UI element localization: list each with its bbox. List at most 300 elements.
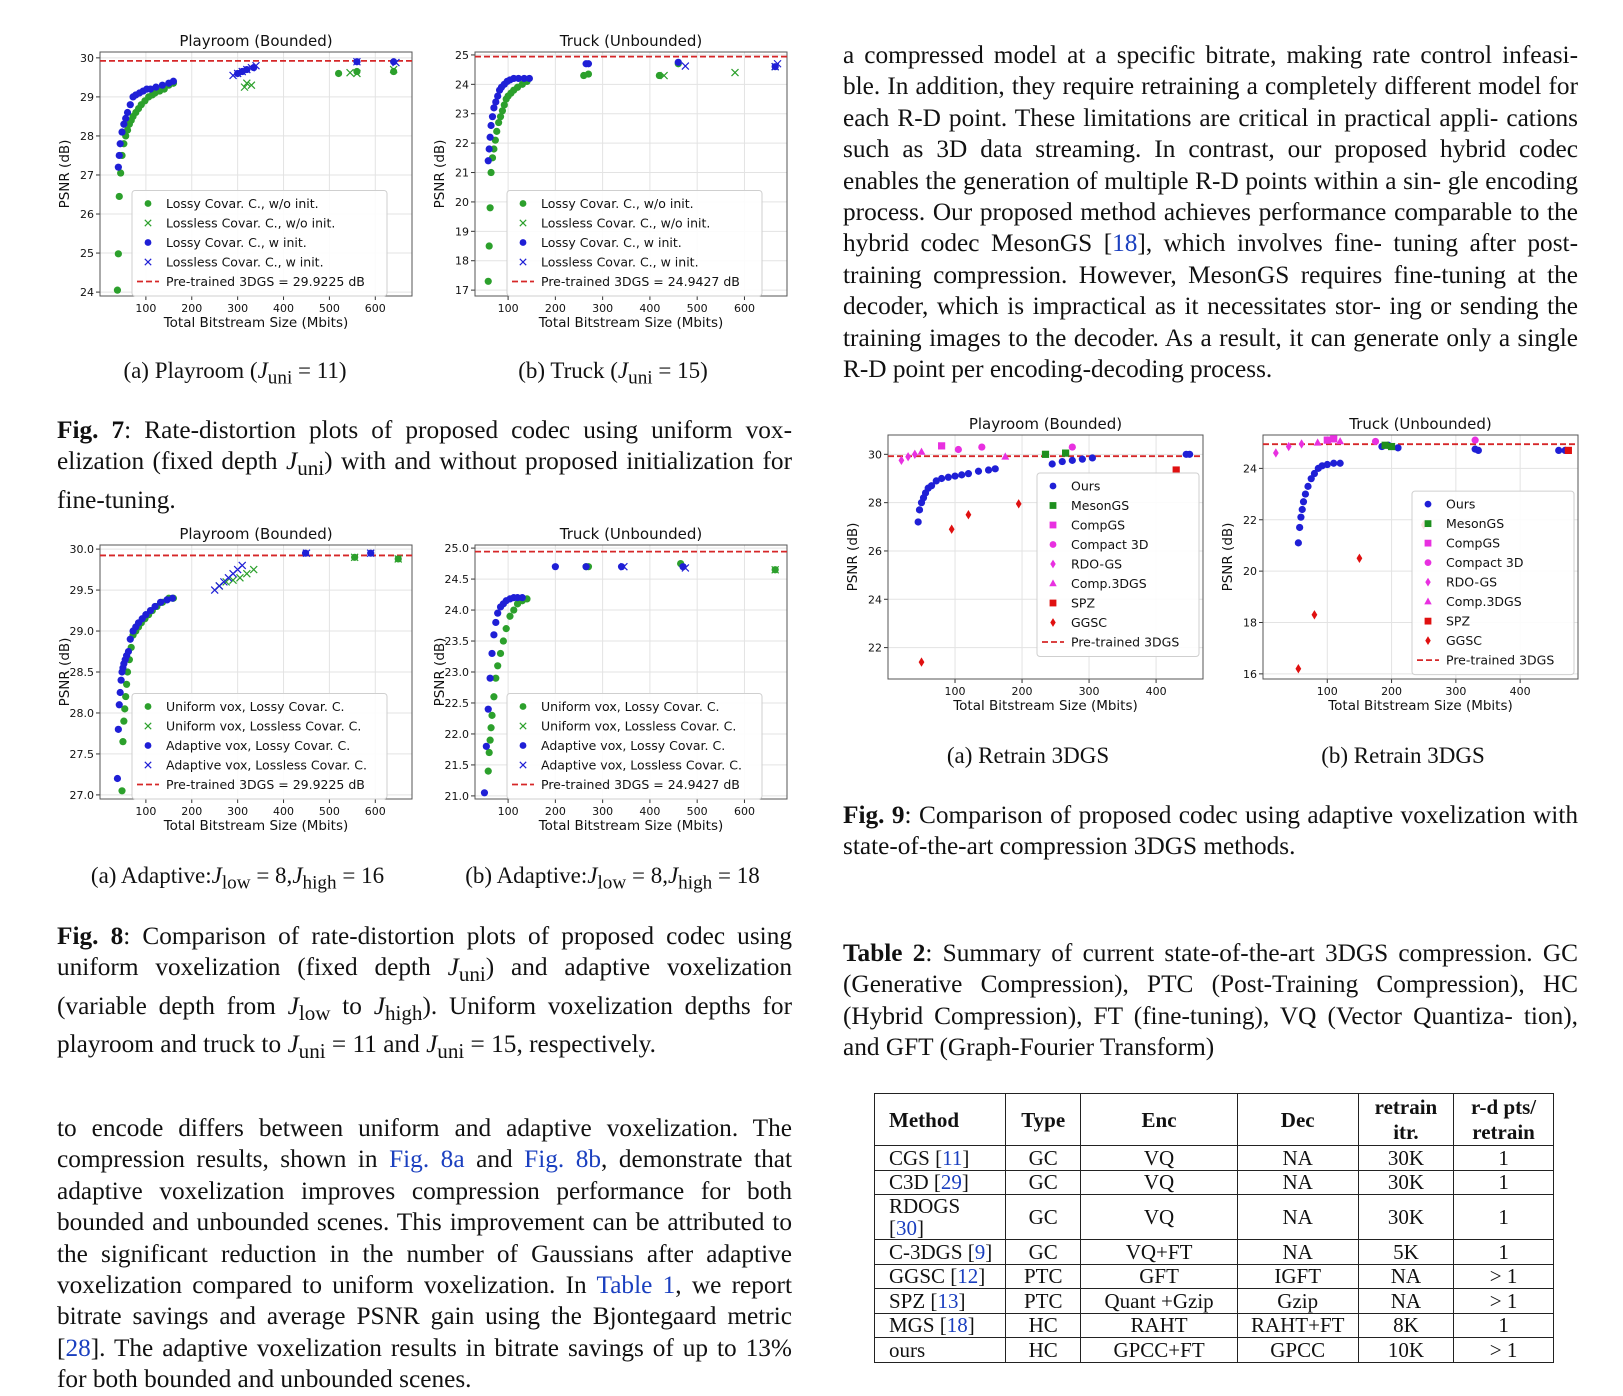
table-cell: GPCC+FT xyxy=(1081,1338,1237,1363)
data-point xyxy=(485,706,492,713)
x-tick-label: 600 xyxy=(364,302,386,315)
legend-label: Pre-trained 3DGS xyxy=(1446,652,1555,668)
y-tick-label: 23.0 xyxy=(444,666,469,679)
legend-marker xyxy=(145,200,152,207)
table-row xyxy=(875,1170,1554,1195)
legend-label: GGSC xyxy=(1446,633,1483,649)
y-axis-label: PSNR (dB) xyxy=(432,139,448,209)
table-cell: GPCC xyxy=(1237,1338,1358,1363)
data-point xyxy=(481,789,488,796)
table-cell: GGSC [12] xyxy=(875,1264,1006,1289)
data-point xyxy=(1337,460,1344,467)
x-tick-label: 100 xyxy=(497,302,519,315)
y-tick-label: 25.0 xyxy=(444,542,469,556)
legend-label: Adaptive vox, Lossy Covar. C. xyxy=(166,738,351,753)
data-point xyxy=(992,465,999,472)
data-point xyxy=(125,648,132,655)
x-tick-label: 500 xyxy=(318,805,340,818)
data-point xyxy=(1069,443,1076,450)
y-tick-label: 29 xyxy=(80,90,94,104)
data-point xyxy=(118,128,125,135)
data-point xyxy=(347,69,354,76)
data-point xyxy=(1372,438,1379,445)
legend-label: Pre-trained 3DGS = 29.9225 dB xyxy=(166,777,365,792)
legend-marker xyxy=(1425,559,1432,566)
data-point xyxy=(1299,439,1305,448)
data-point xyxy=(118,677,125,684)
table-ref-link[interactable]: 18 xyxy=(946,1313,968,1338)
table-cell: 30K xyxy=(1358,1195,1453,1240)
table-cell: VQ xyxy=(1081,1170,1237,1195)
fig9-caption-label: Fig. 9 xyxy=(843,801,905,829)
y-tick-label: 24 xyxy=(868,593,882,607)
chart-title: Playroom (Bounded) xyxy=(179,32,333,50)
y-tick-label: 28.0 xyxy=(69,706,94,720)
body-text-part: , we report bitrate savings and average PSNR gain using the Bjontegaard metric [ xyxy=(57,1271,792,1362)
table-cell: Gzip xyxy=(1237,1289,1358,1314)
data-point xyxy=(485,278,492,285)
data-point xyxy=(487,204,494,211)
legend-label: RDO-GS xyxy=(1071,556,1123,572)
legend-label: Lossless Covar. C., w/o init. xyxy=(166,215,336,231)
data-point xyxy=(483,743,490,750)
legend-label: Uniform vox, Lossy Covar. C. xyxy=(166,699,345,714)
legend-label: Ours xyxy=(1071,478,1101,494)
data-point xyxy=(487,169,494,176)
data-point xyxy=(1314,438,1322,445)
x-tick-label: 200 xyxy=(1011,685,1033,698)
x-tick-label: 400 xyxy=(273,302,295,315)
data-point xyxy=(1296,524,1303,531)
left-body-text xyxy=(57,1113,792,1396)
data-point xyxy=(114,287,121,294)
x-tick-label: 500 xyxy=(318,302,340,315)
table-cell: NA xyxy=(1237,1195,1358,1240)
table-cell: RAHT+FT xyxy=(1237,1313,1358,1338)
y-tick-label: 17 xyxy=(455,284,469,298)
y-axis-label: PSNR (dB) xyxy=(845,522,861,592)
x-tick-label: 200 xyxy=(181,302,203,315)
fig7b-subcaption: (b) Truck $(J_{uni} = 15)$ xyxy=(518,358,708,389)
y-tick-label: 27 xyxy=(80,168,94,182)
table-row xyxy=(875,1313,1554,1338)
table-cell: VQ xyxy=(1081,1195,1237,1240)
table-cell: NA xyxy=(1237,1146,1358,1171)
legend-label: GGSC xyxy=(1071,615,1108,630)
data-point xyxy=(1042,451,1049,458)
legend-label: Lossy Covar. C., w init. xyxy=(541,235,682,250)
table-cell: HC xyxy=(1005,1313,1081,1338)
body-text-part: and xyxy=(464,1145,525,1174)
table-ref-link[interactable]: 9 xyxy=(974,1239,986,1264)
y-tick-label: 21 xyxy=(455,166,469,180)
legend-label: Compact 3D xyxy=(1071,537,1149,552)
data-point xyxy=(1382,442,1389,449)
y-tick-label: 24.0 xyxy=(444,604,469,618)
table-cell: > 1 xyxy=(1454,1264,1554,1289)
data-point xyxy=(486,145,493,152)
y-axis-label: PSNR (dB) xyxy=(432,637,448,707)
legend-label: Pre-trained 3DGS xyxy=(1071,634,1180,650)
data-point xyxy=(1472,437,1479,444)
fig9a-chart xyxy=(843,413,1211,725)
table-cell: 5K xyxy=(1358,1240,1453,1265)
legend-label: RDO-GS xyxy=(1446,574,1498,590)
legend-marker xyxy=(145,742,152,749)
data-point xyxy=(114,775,121,782)
y-tick-label: 22.5 xyxy=(444,696,469,710)
data-point xyxy=(985,466,992,473)
data-point xyxy=(117,689,124,696)
legend-marker xyxy=(1425,520,1432,527)
table-cell: 30K xyxy=(1358,1170,1453,1195)
x-tick-label: 100 xyxy=(944,685,966,698)
data-point xyxy=(955,446,962,453)
table-cell: > 1 xyxy=(1454,1289,1554,1314)
table-cell: GFT xyxy=(1081,1264,1237,1289)
data-point xyxy=(169,595,176,602)
legend-label: Uniform vox, Lossless Covar. C. xyxy=(541,718,737,734)
y-tick-label: 26 xyxy=(868,544,882,558)
data-point xyxy=(115,250,122,257)
legend-label: Pre-trained 3DGS = 29.9225 dB xyxy=(166,274,365,289)
data-point xyxy=(510,606,517,613)
table-ref-link[interactable]: 11 xyxy=(942,1145,963,1170)
y-tick-label: 18 xyxy=(1243,616,1257,630)
data-point xyxy=(116,701,123,708)
table-cell: GC xyxy=(1005,1240,1081,1265)
data-point xyxy=(1089,454,1096,461)
data-point xyxy=(170,78,177,85)
y-tick-label: 21.0 xyxy=(444,789,469,803)
data-point xyxy=(486,242,493,249)
y-tick-label: 27.0 xyxy=(69,788,94,802)
fig8a-subcaption: (a) $Adaptive:J_{low} = 8,J_{high} = 16$ xyxy=(90,863,385,894)
y-tick-label: 22.0 xyxy=(444,727,469,741)
table2 xyxy=(874,1093,1554,1363)
data-point xyxy=(951,472,958,479)
data-point xyxy=(494,610,501,617)
table-row xyxy=(875,1146,1554,1171)
table2-caption: Table 2: Summary of current state-of-the-art 3DGS compression. GC (Generative Compression), PTC (Post-Training Compression), HC (Hybrid Compression), FT (fine-tuning), VQ (Vector Quantiza- tion), and GFT (Graph-Fourier Transform) xyxy=(843,939,1578,1062)
table-cell: NA xyxy=(1237,1170,1358,1195)
data-point xyxy=(157,599,164,606)
table-cell: RDOGS [30] xyxy=(875,1195,1006,1240)
table-cell: 1 xyxy=(1454,1146,1554,1171)
table-cell: MGS [18] xyxy=(875,1313,1006,1338)
x-tick-label: 300 xyxy=(1078,685,1100,698)
x-tick-label: 400 xyxy=(1509,685,1531,698)
x-tick-label: 600 xyxy=(364,805,386,818)
legend-label: Pre-trained 3DGS = 24.9427 dB xyxy=(541,274,740,289)
data-point xyxy=(585,70,592,77)
data-point xyxy=(938,442,945,449)
table-cell: 30K xyxy=(1358,1146,1453,1171)
x-tick-label: 300 xyxy=(592,805,614,818)
y-tick-label: 30 xyxy=(868,448,882,462)
table-row xyxy=(875,1195,1554,1240)
data-point xyxy=(912,450,918,459)
x-tick-label: 500 xyxy=(686,302,708,315)
x-tick-label: 300 xyxy=(227,302,249,315)
fig8a-chart xyxy=(55,523,420,845)
data-point xyxy=(492,619,499,626)
fig8b-subcaption: (b) $Adaptive:J_{low} = 8,J_{high} = 18$ xyxy=(465,863,760,894)
fig7a-chart xyxy=(55,30,420,342)
data-point xyxy=(965,470,972,477)
data-point xyxy=(918,448,926,455)
y-axis-label: PSNR (dB) xyxy=(57,139,73,209)
legend-marker xyxy=(1425,618,1432,625)
data-point xyxy=(1357,554,1363,563)
x-tick-label: 600 xyxy=(733,302,755,315)
x-tick-label: 100 xyxy=(1316,685,1338,698)
data-point xyxy=(519,594,526,601)
table-cell: CGS [11] xyxy=(875,1146,1006,1171)
data-point xyxy=(1295,664,1301,673)
data-point xyxy=(500,637,507,644)
data-point xyxy=(1295,539,1302,546)
legend-label: Adaptive vox, Lossless Covar. C. xyxy=(166,757,367,773)
data-point xyxy=(1330,460,1337,467)
data-point xyxy=(585,60,592,67)
data-point xyxy=(486,749,493,756)
legend-label: SPZ xyxy=(1071,595,1096,611)
legend-marker xyxy=(1425,501,1432,508)
legend-label: Compact 3D xyxy=(1446,555,1524,571)
data-point xyxy=(1016,499,1022,508)
x-tick-label: 200 xyxy=(1381,685,1403,698)
data-point xyxy=(116,152,123,159)
data-point xyxy=(485,768,492,775)
data-point xyxy=(487,122,494,129)
legend-label: Lossy Covar. C., w init. xyxy=(166,235,307,250)
legend-label: Lossless Covar. C., w/o init. xyxy=(541,215,711,231)
data-point xyxy=(117,140,124,147)
fig7a-subcaption: (a) Playroom $(J_{uni} = 11)$ xyxy=(123,358,347,389)
data-point xyxy=(116,193,123,200)
table-cell: VQ xyxy=(1081,1146,1237,1171)
data-point xyxy=(679,563,686,570)
fig9a-subcaption: (a) Retrain 3DGS xyxy=(946,743,1110,768)
legend-label: Uniform vox, Lossless Covar. C. xyxy=(166,718,362,734)
data-point xyxy=(682,63,689,70)
y-tick-label: 24 xyxy=(80,286,94,300)
legend-label: Lossless Covar. C., w init. xyxy=(541,254,699,270)
legend-label: Ours xyxy=(1446,496,1476,512)
table-header-row xyxy=(875,1094,1554,1146)
x-tick-label: 400 xyxy=(273,805,295,818)
data-point xyxy=(335,70,342,77)
table-row xyxy=(875,1289,1554,1314)
link-ref-28[interactable]: 28 xyxy=(65,1333,91,1362)
legend-label: CompGS xyxy=(1071,517,1126,533)
legend-label: Adaptive vox, Lossy Covar. C. xyxy=(541,738,726,753)
legend-label: Lossless Covar. C., w init. xyxy=(166,254,324,270)
y-tick-label: 27.5 xyxy=(69,747,94,761)
data-point xyxy=(1297,514,1304,521)
table-row xyxy=(875,1338,1554,1363)
data-point xyxy=(1059,458,1066,465)
data-point xyxy=(1299,506,1306,513)
col-header: Method xyxy=(875,1094,1006,1146)
data-point xyxy=(1273,448,1279,457)
fig8b-chart xyxy=(430,523,795,845)
legend-label: CompGS xyxy=(1446,535,1501,551)
y-tick-label: 29.5 xyxy=(69,584,94,598)
data-point xyxy=(1565,447,1572,454)
fig9b-subcaption: (b) Retrain 3DGS xyxy=(1321,743,1485,768)
table-cell: HC xyxy=(1005,1338,1081,1363)
y-tick-label: 22 xyxy=(455,137,469,151)
legend-label: SPZ xyxy=(1446,613,1471,629)
y-tick-label: 22 xyxy=(868,641,882,655)
table-cell: 10K xyxy=(1358,1338,1453,1363)
chart-title: Truck (Unbounded) xyxy=(559,525,703,543)
table-cell: GC xyxy=(1005,1146,1081,1171)
data-point xyxy=(1555,447,1562,454)
x-axis-label: Total Bitstream Size (Mbits) xyxy=(1328,698,1513,714)
col-header: retrain itr. xyxy=(1358,1094,1453,1146)
x-axis-label: Total Bitstream Size (Mbits) xyxy=(538,315,724,331)
table-row xyxy=(875,1264,1554,1289)
y-tick-label: 30.0 xyxy=(69,543,94,557)
data-point xyxy=(250,566,257,573)
x-tick-label: 400 xyxy=(639,805,661,818)
fig7-caption: Fig. 7: Rate-distortion plots of proposed codec using uniform vox- elization (fixed depth $J_{uni}$) with and without proposed initialization for fine-tuning. xyxy=(57,416,792,514)
data-point xyxy=(919,657,925,666)
legend-marker xyxy=(1050,483,1057,490)
y-tick-label: 25 xyxy=(455,48,469,62)
table-cell: VQ+FT xyxy=(1081,1240,1237,1265)
data-point xyxy=(489,113,496,120)
data-point xyxy=(1300,498,1307,505)
y-tick-label: 22 xyxy=(1243,513,1257,527)
data-point xyxy=(497,650,504,657)
legend-marker xyxy=(1050,502,1057,509)
data-point xyxy=(159,82,166,89)
table-cell: PTC xyxy=(1005,1264,1081,1289)
chart-title: Playroom (Bounded) xyxy=(968,415,1123,433)
data-point xyxy=(490,693,497,700)
link-ref-18[interactable]: 18 xyxy=(1112,229,1138,258)
fig9-caption xyxy=(843,800,1578,863)
x-tick-label: 300 xyxy=(227,805,249,818)
data-point xyxy=(119,738,126,745)
legend-marker xyxy=(145,239,152,246)
x-tick-label: 400 xyxy=(1145,685,1167,698)
table-cell: > 1 xyxy=(1454,1338,1554,1363)
x-axis-label: Total Bitstream Size (Mbits) xyxy=(163,818,349,834)
data-point xyxy=(1324,437,1331,444)
legend-label: Uniform vox, Lossy Covar. C. xyxy=(541,699,720,714)
table-cell: C3D [29] xyxy=(875,1170,1006,1195)
data-point xyxy=(488,712,495,719)
legend-label: Comp.3DGS xyxy=(1446,594,1522,610)
data-point xyxy=(975,468,982,475)
table-cell: PTC xyxy=(1005,1289,1081,1314)
y-tick-label: 18 xyxy=(455,254,469,268)
link-fig8a[interactable]: Fig. 8a xyxy=(389,1145,465,1174)
fig9b-chart xyxy=(1218,413,1586,725)
data-point xyxy=(120,718,127,725)
table-cell: SPZ [13] xyxy=(875,1289,1006,1314)
data-point xyxy=(949,525,955,534)
legend-marker xyxy=(1050,541,1057,548)
y-axis-label: PSNR (dB) xyxy=(1220,522,1236,592)
data-point xyxy=(1049,460,1056,467)
link-table1[interactable]: Table 1 xyxy=(596,1271,676,1300)
y-tick-label: 20 xyxy=(1243,565,1257,579)
legend-label: MesonGS xyxy=(1446,516,1505,532)
chart-title: Playroom (Bounded) xyxy=(179,525,333,543)
y-tick-label: 21.5 xyxy=(444,758,469,772)
data-point xyxy=(239,562,246,569)
table-cell: ours xyxy=(875,1338,1006,1363)
table-ref-link[interactable]: 30 xyxy=(896,1216,917,1240)
legend-label: Lossy Covar. C., w/o init. xyxy=(541,196,694,211)
data-point xyxy=(966,510,972,519)
chart-title: Truck (Unbounded) xyxy=(1349,415,1492,433)
y-tick-label: 16 xyxy=(1243,667,1257,681)
x-tick-label: 500 xyxy=(686,805,708,818)
legend-marker xyxy=(520,200,527,207)
table-cell: 1 xyxy=(1454,1313,1554,1338)
table-cell: NA xyxy=(1358,1289,1453,1314)
x-axis-label: Total Bitstream Size (Mbits) xyxy=(538,818,724,834)
x-tick-label: 400 xyxy=(639,302,661,315)
y-axis-label: PSNR (dB) xyxy=(57,637,73,707)
table-ref-link[interactable]: 12 xyxy=(957,1264,979,1289)
data-point xyxy=(675,59,682,66)
data-point xyxy=(916,506,923,513)
data-point xyxy=(915,518,922,525)
data-point xyxy=(978,443,985,450)
table-cell: GC xyxy=(1005,1170,1081,1195)
data-point xyxy=(506,613,513,620)
y-tick-label: 24 xyxy=(455,78,469,92)
data-point xyxy=(1388,443,1395,450)
table-cell: C-3DGS [9] xyxy=(875,1240,1006,1265)
table-ref-link[interactable]: 29 xyxy=(940,1170,962,1195)
y-tick-label: 20 xyxy=(455,195,469,209)
legend-marker xyxy=(1425,540,1432,547)
table-cell: NA xyxy=(1358,1264,1453,1289)
fig9-caption-text: : Comparison of proposed codec using adaptive voxelization with state-of-the-art compression 3DGS methods. xyxy=(843,801,1578,861)
data-point xyxy=(1336,437,1344,444)
table-cell: 8K xyxy=(1358,1313,1453,1338)
data-point xyxy=(1186,451,1193,458)
data-point xyxy=(1394,444,1401,451)
data-point xyxy=(945,474,952,481)
table-cell: 1 xyxy=(1454,1170,1554,1195)
table-cell: 1 xyxy=(1454,1240,1554,1265)
x-tick-label: 100 xyxy=(135,302,157,315)
data-point xyxy=(494,662,501,669)
fig7b-chart xyxy=(430,30,795,342)
table-ref-link[interactable]: 13 xyxy=(937,1288,959,1313)
data-point xyxy=(127,636,134,643)
data-point xyxy=(243,570,250,577)
table-cell: IGFT xyxy=(1237,1264,1358,1289)
data-point xyxy=(958,471,965,478)
data-point xyxy=(1079,456,1086,463)
y-tick-label: 30 xyxy=(80,51,94,65)
data-point xyxy=(1304,483,1311,490)
col-header: Enc xyxy=(1081,1094,1237,1146)
col-header: Type xyxy=(1005,1094,1081,1146)
link-fig8b[interactable]: Fig. 8b xyxy=(524,1145,602,1174)
